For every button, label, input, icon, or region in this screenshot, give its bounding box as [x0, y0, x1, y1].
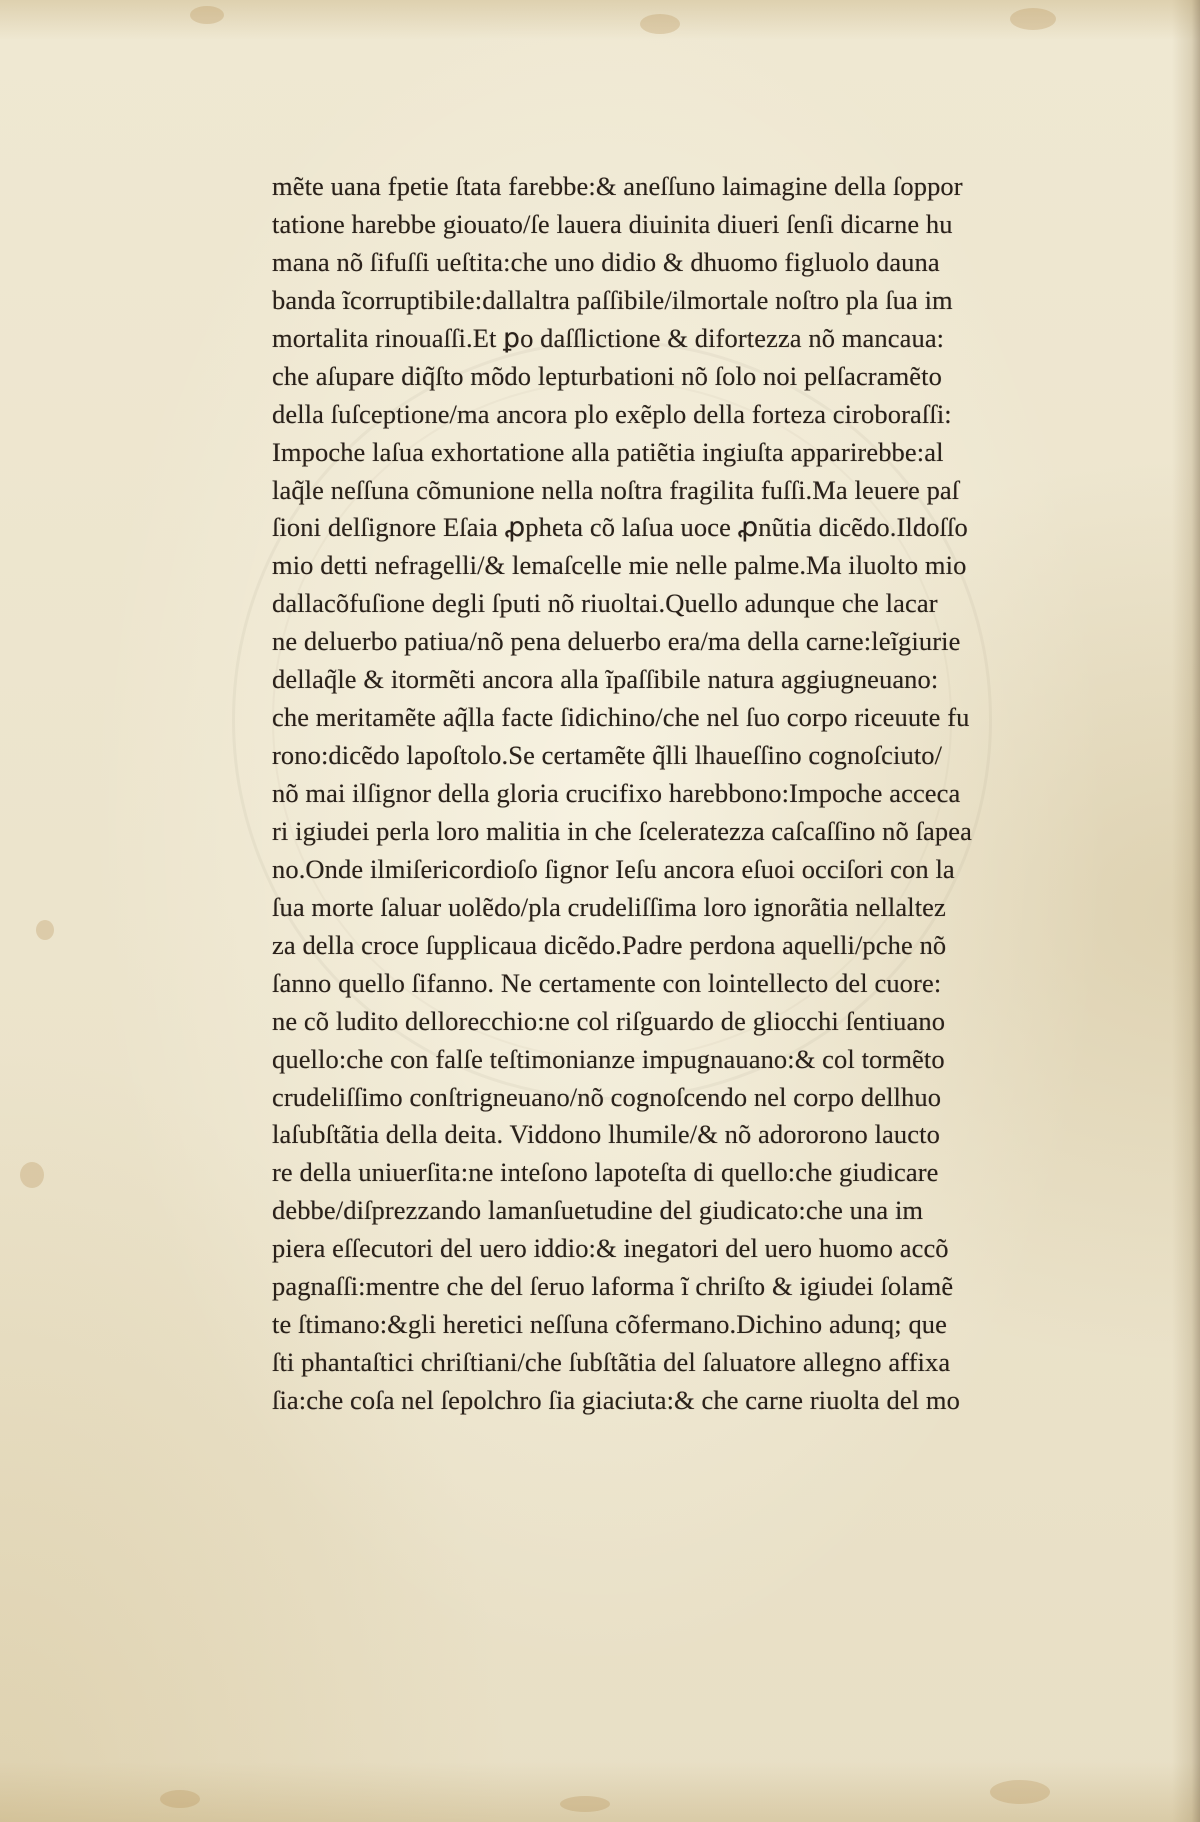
- text-line: ſti phantaſtici chriſtiani/che ſubſtãtia del ſaluatore allegno affixa: [272, 1347, 951, 1378]
- text-line: quello:che con falſe teſtimonianze impugnauano:& col tormẽto: [272, 1043, 945, 1074]
- text-line: mẽte uana fpetie ſtata farebbe:& aneſſuno laimagine della ſoppor: [272, 171, 963, 201]
- text-line: ſua morte ſaluar uolẽdo/pla crudeliſſima loro ignorãtia nellaltez: [272, 891, 946, 922]
- printed-text-block: [272, 168, 1118, 1420]
- text-line: ſioni delſignore Eſaia ꝓpheta cõ laſua uoce ꝓnũtia dicẽdo.Ildoſſo: [272, 512, 968, 543]
- page-edge-right: [1172, 0, 1200, 1822]
- text-line: ne deluerbo patiua/nõ pena deluerbo era/ma della carne:leĩgiurie: [272, 626, 961, 657]
- text-line: no.Onde ilmiſericordioſo ſignor Ieſu ancora eſuoi occiſori con la: [272, 853, 955, 884]
- text-line: za della croce ſupplicaua dicẽdo.Padre perdona aquelli/pche nõ: [272, 929, 947, 960]
- text-line: ſanno quello ſifanno. Ne certamente con lointellecto del cuore:: [272, 967, 942, 998]
- text-line: pagnaſſi:mentre che del ſeruo laforma ĩ chriſto & igiudei ſolamẽ: [272, 1271, 954, 1302]
- text-line: mio detti nefragelli/& lemaſcelle mie nelle palme.Ma iluolto mio: [272, 550, 967, 581]
- text-line: dellaq̃le & itormẽti ancora alla ĩpaſſibile natura aggiugneuano:: [272, 664, 939, 695]
- foxing-spot: [560, 1796, 610, 1812]
- text-line: debbe/diſprezzando lamanſuetudine del giudicato:che una im: [272, 1195, 924, 1226]
- text-line: tatione harebbe giouato/ſe lauera diuinita diueri ſenſi dicarne hu: [272, 208, 953, 239]
- text-line: piera eſſecutori del uero iddio:& inegatori del uero huomo accõ: [272, 1233, 949, 1264]
- text-line: rono:dicẽdo lapoſtolo.Se certamẽte q̃lli lhaueſſino cognoſciuto/: [272, 740, 943, 771]
- text-line: mana nõ ſifuſſi ueſtita:che uno didio & dhuomo figluolo dauna: [272, 246, 940, 277]
- text-line: ſia:che coſa nel ſepolchro ſia giaciuta:& che carne riuolta del mo: [272, 1385, 960, 1415]
- text-line: dallacõfuſione degli ſputi nõ riuoltai.Quello adunque che lacar: [272, 588, 938, 619]
- foxing-spot: [36, 920, 54, 940]
- foxing-spot: [640, 14, 680, 34]
- text-line: re della uniuerſita:ne inteſono lapoteſta di quello:che giudicare: [272, 1157, 939, 1188]
- text-line: della ſuſceptione/ma ancora plo exẽplo della forteza ciroboraſſi:: [272, 398, 952, 429]
- text-line: che meritamẽte aq̃lla facte ſidichino/che nel ſuo corpo riceuute fu: [272, 702, 970, 733]
- text-line: ri igiudei perla loro malitia in che ſceleratezza caſcaſſino nõ ſapea: [272, 815, 972, 846]
- text-line: laq̃le neſſuna cõmunione nella noſtra fragilita fuſſi.Ma leuere paſ: [272, 474, 960, 505]
- text-line: laſubſtãtia della deita. Viddono lhumile/& nõ adororono lauctо: [272, 1119, 940, 1150]
- text-line: nõ mai ilſignor della gloria crucifixo harebbono:Impoche acceca: [272, 778, 961, 808]
- foxing-spot: [1010, 8, 1056, 30]
- text-line: te ſtimano:&gli heretici neſſuna cõfermano.Dichino adunq; que: [272, 1309, 948, 1340]
- text-line: mortalita rinouaſſi.Et ꝑo daſſlictione & difortezza nõ mancaua:: [272, 322, 945, 353]
- text-line: che aſupare diq̃ſto mõdo lepturbationi nõ ſolo noi pelſacramẽto: [272, 360, 942, 391]
- text-line: Impoche laſua exhortatione alla patiẽtia ingiuſta apparirebbe:al: [272, 436, 944, 467]
- foxing-spot: [190, 6, 224, 24]
- foxing-spot: [20, 1162, 44, 1188]
- text-line: banda ĩcorruptibile:dallaltra paſſibile/ilmortale noſtro pla ſua im: [272, 284, 953, 315]
- foxing-spot: [990, 1780, 1050, 1804]
- text-line: ne cõ ludito dellorecchio:ne col riſguardo de gliocchi ſentiuano: [272, 1005, 946, 1036]
- text-line: crudeliſſimo conſtrigneuano/nõ cognoſcendo nel corpo dellhuo: [272, 1081, 942, 1112]
- foxing-spot: [160, 1790, 200, 1808]
